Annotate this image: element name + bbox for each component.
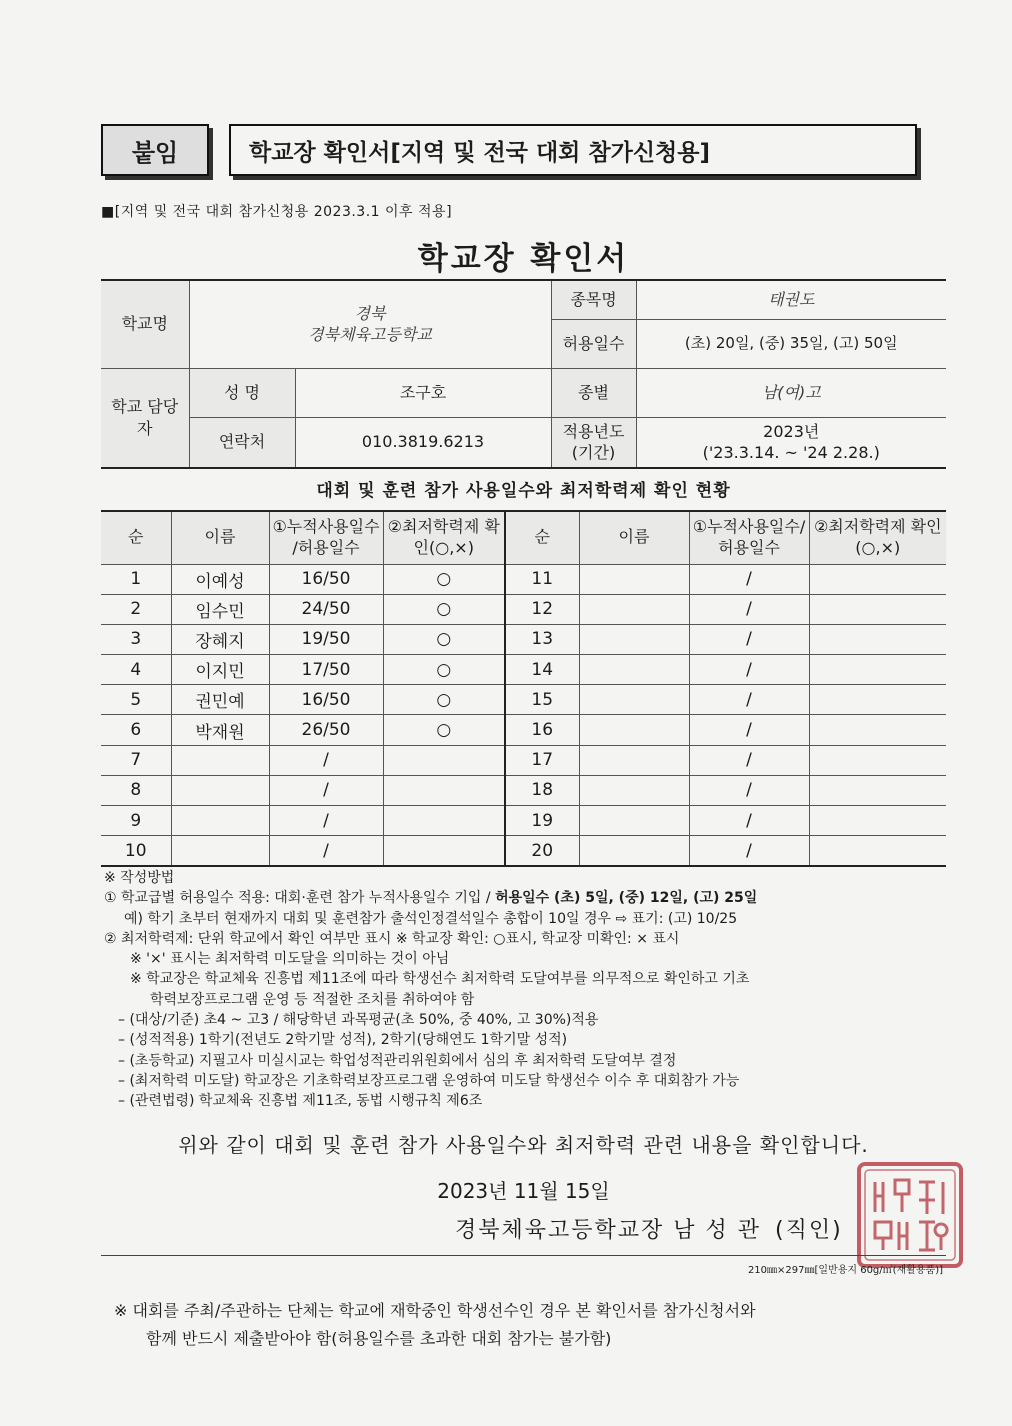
student-name-right <box>579 685 689 715</box>
row-number: 8 <box>101 775 171 805</box>
row-number: 10 <box>101 836 171 866</box>
principal-name: 경북체육고등학교장 남 성 관 <box>455 1218 762 1243</box>
used-days-right: / <box>689 685 809 715</box>
used-days-right: / <box>689 715 809 745</box>
student-name: 권민예 <box>171 685 269 715</box>
used-days: / <box>269 836 383 866</box>
academic-check: ○ <box>383 564 505 594</box>
academic-check-right <box>809 685 946 715</box>
used-days-right: / <box>689 775 809 805</box>
school-name-cell <box>189 280 551 368</box>
header-check: ②최저학력제 확인(○,×) <box>383 511 505 564</box>
used-days-right: / <box>689 806 809 836</box>
bottom-divider <box>101 1255 946 1256</box>
used-days: 19/50 <box>269 624 383 654</box>
contact-person-label: 학교 담당자 <box>101 368 189 468</box>
academic-check <box>383 806 505 836</box>
notes-heading: ※ 작성방법 <box>104 870 175 886</box>
phone-value: 010.3819.6213 <box>295 417 551 468</box>
issue-date: 2023년 11월 15일 <box>437 1179 610 1203</box>
used-days: / <box>269 806 383 836</box>
academic-check-right <box>809 836 946 866</box>
table-row <box>101 745 946 775</box>
header-no-right: 순 <box>505 511 579 564</box>
academic-check: ○ <box>383 594 505 624</box>
footer-note <box>114 1297 954 1353</box>
student-name: 박재원 <box>171 715 269 745</box>
used-days: / <box>269 745 383 775</box>
used-days: 17/50 <box>269 655 383 685</box>
note-1-example: 예) 학기 초부터 현재까지 대회 및 훈련참가 출석인정결석일수 총합이 10일 경우 ⇨ 표기: (고) 10/25 <box>124 910 738 927</box>
student-name: 이지민 <box>171 655 269 685</box>
seal-label: (직인) <box>775 1218 843 1243</box>
row-number: 3 <box>101 624 171 654</box>
form-title: 학교장 확인서 <box>417 241 630 277</box>
header-name-right: 이름 <box>579 511 689 564</box>
student-name <box>171 836 269 866</box>
detail-1: – (대상/기준) 초4 ~ 고3 / 해당학년 과목평균(초 50%, 중 40%, 고 30%)적용 <box>118 1012 599 1029</box>
table-row <box>101 624 946 654</box>
year-cell <box>636 417 946 468</box>
student-name: 이예성 <box>171 564 269 594</box>
footer-line-2: 함께 반드시 제출받아야 함(허용일수를 초과한 대회 참가는 불가함) <box>146 1329 612 1348</box>
detail-3: – (초등학교) 지필고사 미실시교는 학업성적관리위원회에서 심의 후 최저학력 도달여부 결정 <box>118 1052 677 1069</box>
document-header-title: 학교장 확인서[지역 및 전국 대회 참가신청용] <box>229 124 917 176</box>
row-number-right: 12 <box>505 594 579 624</box>
footer-line-1: ※ 대회를 주최/주관하는 단체는 학교에 재학중인 학생선수인 경우 본 확인서를 참가신청서와 <box>114 1301 756 1320</box>
academic-check-right <box>809 745 946 775</box>
student-name: 장혜지 <box>171 624 269 654</box>
table-row <box>101 564 946 594</box>
applicability-note: ■[지역 및 전국 대회 참가신청용 2023.3.1 이후 적용] <box>101 204 453 220</box>
table-row <box>101 655 946 685</box>
student-name-right <box>579 836 689 866</box>
note-1 <box>104 888 949 908</box>
academic-check-right <box>809 594 946 624</box>
note-2-remark-2: ※ 학교장은 학교체육 진흥법 제11조에 따라 학생선수 최저학력 도달여부를 의무적으로 확인하고 기초 <box>130 971 750 988</box>
row-number: 5 <box>101 685 171 715</box>
academic-check <box>383 745 505 775</box>
category-value: 남(여)고 <box>636 368 946 417</box>
used-days-right: / <box>689 745 809 775</box>
student-name <box>171 745 269 775</box>
phone-label: 연락처 <box>189 417 295 468</box>
row-number-right: 16 <box>505 715 579 745</box>
note-2: ② 최저학력제: 단위 학교에서 확인 여부만 표시 ※ 학교장 확인: ○표시, 학교장 미확인: × 표시 <box>104 930 680 947</box>
academic-check-right <box>809 806 946 836</box>
year-label: 적용년도 (기간) <box>551 417 636 468</box>
academic-check <box>383 836 505 866</box>
detail-2: – (성적적용) 1학기(전년도 2학기말 성적), 2학기(당해연도 1학기말 성적) <box>118 1032 568 1049</box>
note-2-remark-1: ※ '×' 표시는 최저학력 미도달을 의미하는 것이 아님 <box>130 951 450 968</box>
row-number-right: 18 <box>505 775 579 805</box>
school-name: 경북체육고등학교 <box>308 325 432 345</box>
student-name-right <box>579 715 689 745</box>
used-days-right: / <box>689 594 809 624</box>
student-name-right <box>579 775 689 805</box>
period-value: ('23.3.14. ~ '24 2.28.) <box>702 443 880 463</box>
note-2-remark-2-cont: 학력보장프로그램 운영 등 적절한 조치를 취하여야 함 <box>150 991 475 1008</box>
row-number: 4 <box>101 655 171 685</box>
row-number: 6 <box>101 715 171 745</box>
student-name-right <box>579 624 689 654</box>
used-days: 16/50 <box>269 685 383 715</box>
academic-check-right <box>809 715 946 745</box>
principal-signature-line <box>455 1213 843 1244</box>
row-number-right: 20 <box>505 836 579 866</box>
student-name: 임수민 <box>171 594 269 624</box>
table-row <box>101 806 946 836</box>
row-number-right: 17 <box>505 745 579 775</box>
row-number: 2 <box>101 594 171 624</box>
used-days-right: / <box>689 836 809 866</box>
usage-table-body <box>101 564 946 866</box>
detail-4: – (최저학력 미도달) 학교장은 기초학력보장프로그램 운영하여 미도달 학생선수 이수 후 대회참가 가능 <box>118 1072 740 1089</box>
allowed-days-value: (초) 20일, (중) 35일, (고) 50일 <box>636 319 946 368</box>
used-days-right: / <box>689 655 809 685</box>
allowed-days-label: 허용일수 <box>551 319 636 368</box>
student-name-right <box>579 655 689 685</box>
confirmation-statement: 위와 같이 대회 및 훈련 참가 사용일수와 최저학력 관련 내용을 확인합니다. <box>178 1133 869 1157</box>
header-days-right: ①누적사용일수/ 허용일수 <box>689 511 809 564</box>
sport-value: 태권도 <box>636 280 946 319</box>
used-days: 24/50 <box>269 594 383 624</box>
table-row <box>101 836 946 866</box>
student-name <box>171 775 269 805</box>
academic-check-right <box>809 775 946 805</box>
row-number: 1 <box>101 564 171 594</box>
academic-check: ○ <box>383 655 505 685</box>
academic-check-right <box>809 564 946 594</box>
row-number-right: 14 <box>505 655 579 685</box>
year-value: 2023년 <box>763 421 820 441</box>
table-row <box>101 685 946 715</box>
table-row <box>101 594 946 624</box>
table-row <box>101 715 946 745</box>
academic-check: ○ <box>383 685 505 715</box>
header-no: 순 <box>101 511 171 564</box>
paper-spec: 210㎜×297㎜[일반용지 60g/㎡(재활용품)] <box>747 1265 943 1276</box>
person-name-value: 조구호 <box>295 368 551 417</box>
used-days: / <box>269 775 383 805</box>
header-name: 이름 <box>171 511 269 564</box>
academic-check: ○ <box>383 624 505 654</box>
header-check-right: ②최저학력제 확인(○,×) <box>809 511 946 564</box>
row-number-right: 15 <box>505 685 579 715</box>
sport-label: 종목명 <box>551 280 636 319</box>
detail-5: – (관련법령) 학교체육 진흥법 제11조, 동법 시행규칙 제6조 <box>118 1093 483 1110</box>
table-row <box>101 775 946 805</box>
usage-days-table <box>101 510 946 867</box>
row-number-right: 11 <box>505 564 579 594</box>
category-label: 종별 <box>551 368 636 417</box>
school-info-table <box>101 279 946 469</box>
academic-check-right <box>809 655 946 685</box>
student-name-right <box>579 564 689 594</box>
school-name-label: 학교명 <box>101 280 189 368</box>
school-region: 경북 <box>354 303 386 323</box>
academic-check: ○ <box>383 715 505 745</box>
academic-check-right <box>809 624 946 654</box>
used-days-right: / <box>689 564 809 594</box>
used-days: 16/50 <box>269 564 383 594</box>
used-days-right: / <box>689 624 809 654</box>
row-number-right: 19 <box>505 806 579 836</box>
used-days: 26/50 <box>269 715 383 745</box>
attachment-label: 붙임 <box>101 124 209 176</box>
official-seal-stamp <box>855 1160 965 1270</box>
academic-check <box>383 775 505 805</box>
student-name <box>171 806 269 836</box>
student-name-right <box>579 806 689 836</box>
header-days: ①누적사용일수 /허용일수 <box>269 511 383 564</box>
person-name-label: 성 명 <box>189 368 295 417</box>
instructions <box>104 868 949 1112</box>
row-number: 9 <box>101 806 171 836</box>
row-number: 7 <box>101 745 171 775</box>
note-1-text: ① 학교급별 허용일수 적용: 대회·훈련 참가 누적사용일수 기입 / <box>104 890 496 907</box>
section-title: 대회 및 훈련 참가 사용일수와 최저학력제 확인 현황 <box>316 481 731 501</box>
student-name-right <box>579 594 689 624</box>
note-1-bold: 허용일수 (초) 5일, (중) 12일, (고) 25일 <box>495 890 758 907</box>
row-number-right: 13 <box>505 624 579 654</box>
student-name-right <box>579 745 689 775</box>
